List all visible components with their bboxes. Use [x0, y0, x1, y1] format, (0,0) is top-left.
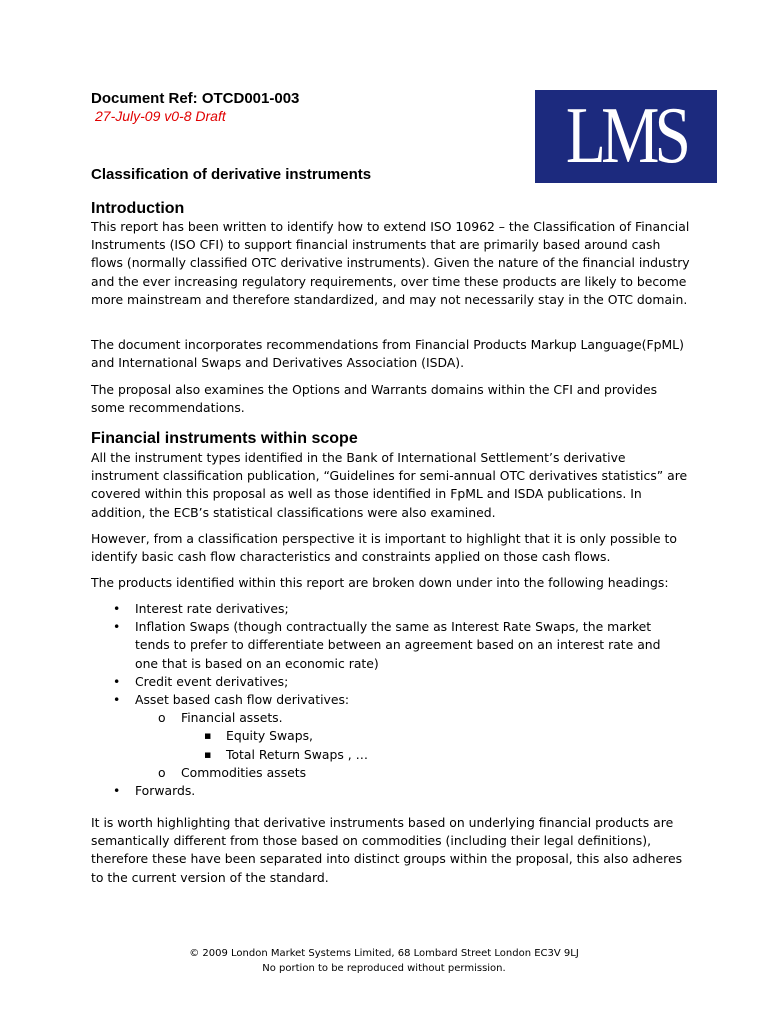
list-item: o Financial assets.	[91, 709, 681, 727]
introduction-paragraph-3: The proposal also examines the Options and Warrants domains within the CFI and provides some recommendations.	[91, 382, 658, 416]
footer-copyright: © 2009 London Market Systems Limited, 68 Lombard Street London EC3V 9LJ	[189, 948, 579, 959]
list-item: • Forwards.	[91, 782, 681, 800]
product-headings-list	[91, 600, 681, 800]
list-item: o Commodities assets	[91, 764, 681, 782]
draft-version: 27-July-09 v0-8 Draft	[95, 108, 226, 124]
introduction-heading: Introduction	[91, 200, 185, 217]
logo-text: LMS	[565, 92, 687, 180]
scope-paragraph-1: All the instrument types identified in the Bank of International Settlement’s derivative instrument classification publication, “Guidelines for semi-annual OTC derivatives statistics” are covered within this proposal as well as those identified in FpML and ISDA publications. In addition, the ECB’s statistical classifications were also examined.	[91, 450, 688, 520]
lms-logo	[535, 90, 717, 183]
footer-notice: No portion to be reproduced without permission.	[262, 963, 506, 974]
scope-paragraph-3: The products identified within this report are broken down under into the following headings:	[91, 575, 669, 590]
list-item: • Inflation Swaps (though contractually the same as Interest Rate Swaps, the market tends to prefer to differentiate between an agreement based on an interest rate and one that is based on an economic rate)	[91, 618, 681, 673]
introduction-paragraph-1: This report has been written to identify how to extend ISO 10962 – the Classification of Financial Instruments (ISO CFI) to support financial instruments that are primarily based around cash flows (normally classified OTC derivative instruments). Given the nature of the financial industry and the ever increasing regulatory requirements, over time these products are likely to become more mainstream and therefore standardized, and may not necessarily stay in the OTC domain.	[91, 219, 690, 307]
scope-heading: Financial instruments within scope	[91, 430, 358, 447]
list-item: • Asset based cash flow derivatives:	[91, 691, 681, 709]
list-item: • Interest rate derivatives;	[91, 600, 681, 618]
list-item: ▪ Total Return Swaps , …	[91, 746, 681, 764]
scope-paragraph-2: However, from a classification perspective it is important to highlight that it is only possible to identify basic cash flow characteristics and constraints applied on those cash flows.	[91, 531, 677, 565]
closing-paragraph: It is worth highlighting that derivative instruments based on underlying financial products are semantically different from those based on commodities (including their legal definitions), therefore these have been separated into distinct groups within the proposal, this also adheres to the current version of the standard.	[91, 815, 683, 885]
introduction-paragraph-2: The document incorporates recommendations from Financial Products Markup Language(FpML) and International Swaps and Derivatives Association (ISDA).	[91, 337, 684, 371]
list-item: • Credit event derivatives;	[91, 673, 681, 691]
document-title: Classification of derivative instruments	[91, 166, 372, 183]
document-ref: Document Ref: OTCD001-003	[91, 90, 300, 107]
list-item: ▪ Equity Swaps,	[91, 727, 681, 745]
